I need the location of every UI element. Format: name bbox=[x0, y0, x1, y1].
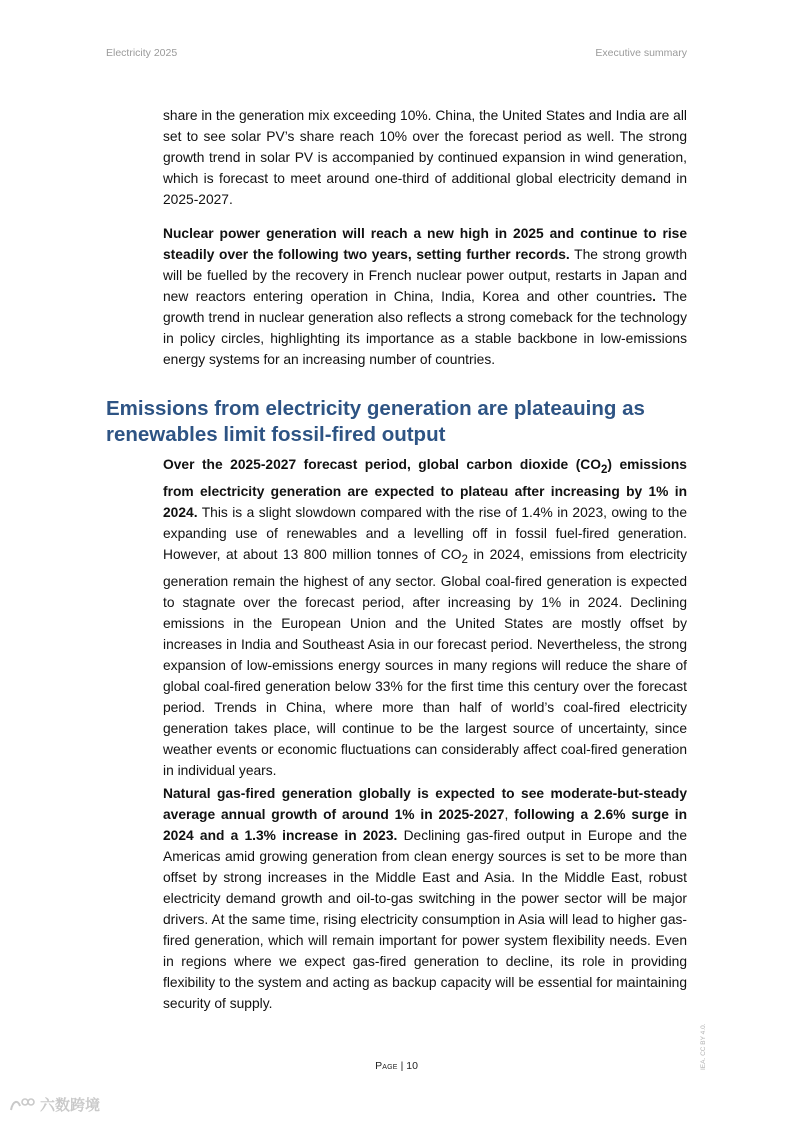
paragraph-solar-share bbox=[163, 105, 687, 210]
paragraph-gas bbox=[163, 783, 687, 1014]
brand-logo-icon bbox=[8, 1096, 36, 1114]
paragraph-lead-part: Over the 2025-2027 forecast period, global carbon dioxide (CO bbox=[163, 457, 601, 472]
paragraph-body: The strong growth will be fuelled by the recovery in French nuclear power output, restarts in Japan and new reactors entering operation in China, India, Korea and other countries bbox=[163, 247, 688, 304]
paragraph-lead: Natural gas-fired generation globally is expected to see moderate-but-steady average annual growth of around 1% in 2025-2027 bbox=[163, 786, 687, 822]
license-note: IEA. CC BY 4.0. bbox=[700, 1023, 707, 1070]
section-heading: Emissions from electricity generation are plateauing as renewables limit fossil-fired output bbox=[106, 397, 645, 446]
page-number: 10 bbox=[406, 1060, 418, 1072]
paragraph-lead-part: ) emissions from electricity generation are expected to plateau after increasing by 1% in 2024. bbox=[163, 457, 687, 520]
paragraph-nuclear bbox=[163, 223, 687, 370]
paragraph-lead: Nuclear power generation will reach a new high in 2025 and continue to rise steadily over the following two years, setting further records. bbox=[163, 226, 687, 262]
paragraph-body: The growth trend in nuclear generation also reflects a strong comeback for the technology in policy circles, highlighting its importance as a stable backbone in low-emissions energy systems for an increasing number of countries. bbox=[163, 289, 688, 367]
subscript: 2 bbox=[461, 553, 468, 566]
page-separator: | bbox=[400, 1060, 404, 1072]
paragraph-lead: following a 2.6% surge in 2024 and a 1.3% increase in 2023. bbox=[163, 807, 687, 843]
page-footer bbox=[0, 1060, 793, 1072]
paragraph-body: Declining gas-fired output in Europe and the Americas amid growing generation from clean energy sources is set to be more than offset by strong increases in the Middle East and Asia. In the Middle East, robust electricity demand growth and oil-to-gas switching in the power sector will be major drivers. At the same time, rising electricity consumption in Asia will lead to higher gas-fired generation, which will remain important for power system flexibility needs. Even in regions where we expect gas-fired generation to decline, its role in providing flexibility to the system and acting as backup capacity will be essential for maintaining security of supply. bbox=[163, 828, 687, 1011]
paragraph-emissions bbox=[163, 454, 687, 781]
watermark-text: 六数跨境 bbox=[40, 1097, 101, 1114]
paragraph-body: in 2024, emissions from electricity generation remain the highest of any sector. Global coal-fired generation is expected to stagnate over the forecast period, after increasing by 1% in 2024. Declining emissions in the European Union and the United States are mostly offset by increases in India and Southeast Asia in our forecast period. Nevertheless, the strong expansion of low-emissions energy sources in many regions will reduce the share of global coal-fired generation below 33% for the first time this century over the forecast period. Trends in China, where more than half of world’s coal-fired electricity generation takes place, will continue to be the largest source of uncertainty, since weather events or economic fluctuations can considerably affect coal-fired generation in individual years. bbox=[163, 546, 687, 778]
paragraph-text bbox=[163, 783, 687, 1014]
paragraph-period: . bbox=[652, 289, 656, 304]
paragraph-comma: , bbox=[504, 807, 509, 822]
paragraph-text: share in the generation mix exceeding 10%. China, the United States and India are all set to see solar PV’s share reach 10% over the forecast period as well. The strong growth trend in solar PV is accompanied by continued expansion in wind generation, which is forecast to meet around one-third of additional global electricity demand in 2025-2027. bbox=[163, 108, 687, 207]
page-label: Page bbox=[375, 1060, 398, 1072]
running-header-section: Executive summary bbox=[595, 47, 687, 59]
paragraph-body: This is a slight slowdown compared with the rise of 1.4% in 2023, owing to the expanding use of renewables and a levelling off in fossil fuel-fired generation. However, at about 13 800 million tonnes of CO bbox=[163, 504, 687, 562]
subscript: 2 bbox=[601, 463, 608, 476]
paragraph-text bbox=[163, 223, 687, 370]
paragraph-text bbox=[163, 454, 687, 781]
watermark bbox=[8, 1094, 100, 1115]
running-header-title: Electricity 2025 bbox=[106, 47, 178, 59]
